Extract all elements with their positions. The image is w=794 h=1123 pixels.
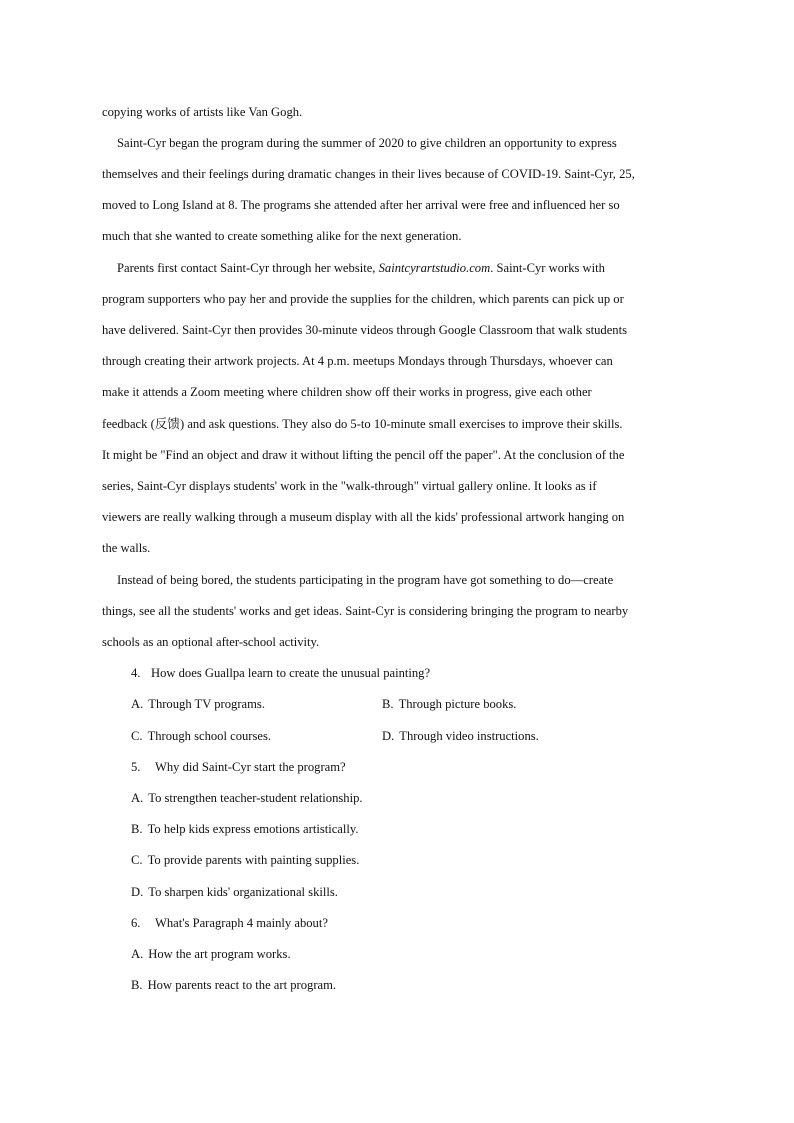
passage-line: have delivered. Saint-Cyr then provides 30-minute videos through Google Classroom that walk students bbox=[102, 323, 627, 337]
option-letter: A. bbox=[131, 947, 144, 961]
option-letter: B. bbox=[382, 697, 394, 711]
option-c[interactable] bbox=[131, 851, 359, 869]
option-text: Through picture books. bbox=[398, 697, 517, 711]
passage-line: It might be "Find an object and draw it without lifting the pencil off the paper". At the conclusion of the bbox=[102, 448, 625, 462]
passage-line: schools as an optional after-school activity. bbox=[102, 635, 320, 649]
option-d[interactable] bbox=[382, 727, 539, 745]
passage-text: Parents first contact Saint-Cyr through her website, bbox=[117, 261, 379, 275]
question-text: What's Paragraph 4 mainly about? bbox=[155, 916, 328, 930]
option-letter: D. bbox=[382, 729, 395, 743]
option-text: Through TV programs. bbox=[148, 697, 265, 711]
passage-line: through creating their artwork projects. At 4 p.m. meetups Mondays through Thursdays, whoever can bbox=[102, 354, 613, 368]
option-a[interactable] bbox=[131, 695, 265, 713]
passage-paragraph-3-start bbox=[117, 259, 717, 277]
question-number: 4. bbox=[131, 666, 141, 680]
option-letter: D. bbox=[131, 885, 144, 899]
passage-line: things, see all the students' works and get ideas. Saint-Cyr is considering bringing the program to nearby bbox=[102, 604, 629, 618]
option-b[interactable] bbox=[382, 695, 516, 713]
option-letter: A. bbox=[131, 791, 144, 805]
option-b[interactable] bbox=[131, 976, 336, 994]
option-text: To help kids express emotions artistically. bbox=[147, 822, 359, 836]
passage-line: themselves and their feelings during dramatic changes in their lives because of COVID-19. Saint-Cyr, 25, bbox=[102, 167, 635, 181]
option-a[interactable] bbox=[131, 789, 363, 807]
option-text: Through school courses. bbox=[147, 729, 272, 743]
passage-line: feedback (反馈) and ask questions. They also do 5-to 10-minute small exercises to improve their skills. bbox=[102, 417, 623, 431]
question-text: Why did Saint-Cyr start the program? bbox=[155, 760, 346, 774]
option-c[interactable] bbox=[131, 727, 271, 745]
option-text: How parents react to the art program. bbox=[147, 978, 337, 992]
option-letter: A. bbox=[131, 697, 144, 711]
question-number: 5. bbox=[131, 760, 141, 774]
passage-paragraph-2-start: Saint-Cyr began the program during the summer of 2020 to give children an opportunity to express bbox=[117, 136, 617, 150]
question-text: How does Guallpa learn to create the unusual painting? bbox=[151, 666, 431, 680]
option-text: To provide parents with painting supplies. bbox=[147, 853, 360, 867]
option-text: Through video instructions. bbox=[399, 729, 539, 743]
passage-line: program supporters who pay her and provide the supplies for the children, which parents can pick up or bbox=[102, 292, 624, 306]
passage-line: make it attends a Zoom meeting where children show off their works in progress, give each other bbox=[102, 385, 592, 399]
option-a[interactable] bbox=[131, 945, 291, 963]
passage-paragraph-4-start: Instead of being bored, the students participating in the program have got something to do—create bbox=[117, 573, 614, 587]
option-letter: B. bbox=[131, 978, 143, 992]
website-link[interactable]: Saintcyrartstudio.com bbox=[378, 261, 491, 275]
passage-line: moved to Long Island at 8. The programs she attended after her arrival were free and influenced her so bbox=[102, 198, 620, 212]
passage-line: copying works of artists like Van Gogh. bbox=[102, 105, 303, 119]
question-number: 6. bbox=[131, 916, 141, 930]
option-text: To sharpen kids' organizational skills. bbox=[148, 885, 338, 899]
option-d[interactable] bbox=[131, 883, 338, 901]
passage-text: . Saint-Cyr works with bbox=[490, 261, 605, 275]
passage-line: viewers are really walking through a museum display with all the kids' professional artwork hanging on bbox=[102, 510, 625, 524]
option-text: To strengthen teacher-student relationship. bbox=[148, 791, 363, 805]
passage-line: series, Saint-Cyr displays students' work in the "walk-through" virtual gallery online. It looks as if bbox=[102, 479, 597, 493]
option-letter: B. bbox=[131, 822, 143, 836]
option-text: How the art program works. bbox=[148, 947, 291, 961]
passage-line: much that she wanted to create something alike for the next generation. bbox=[102, 229, 462, 243]
option-letter: C. bbox=[131, 729, 143, 743]
passage-line: the walls. bbox=[102, 541, 151, 555]
option-b[interactable] bbox=[131, 820, 359, 838]
option-letter: C. bbox=[131, 853, 143, 867]
